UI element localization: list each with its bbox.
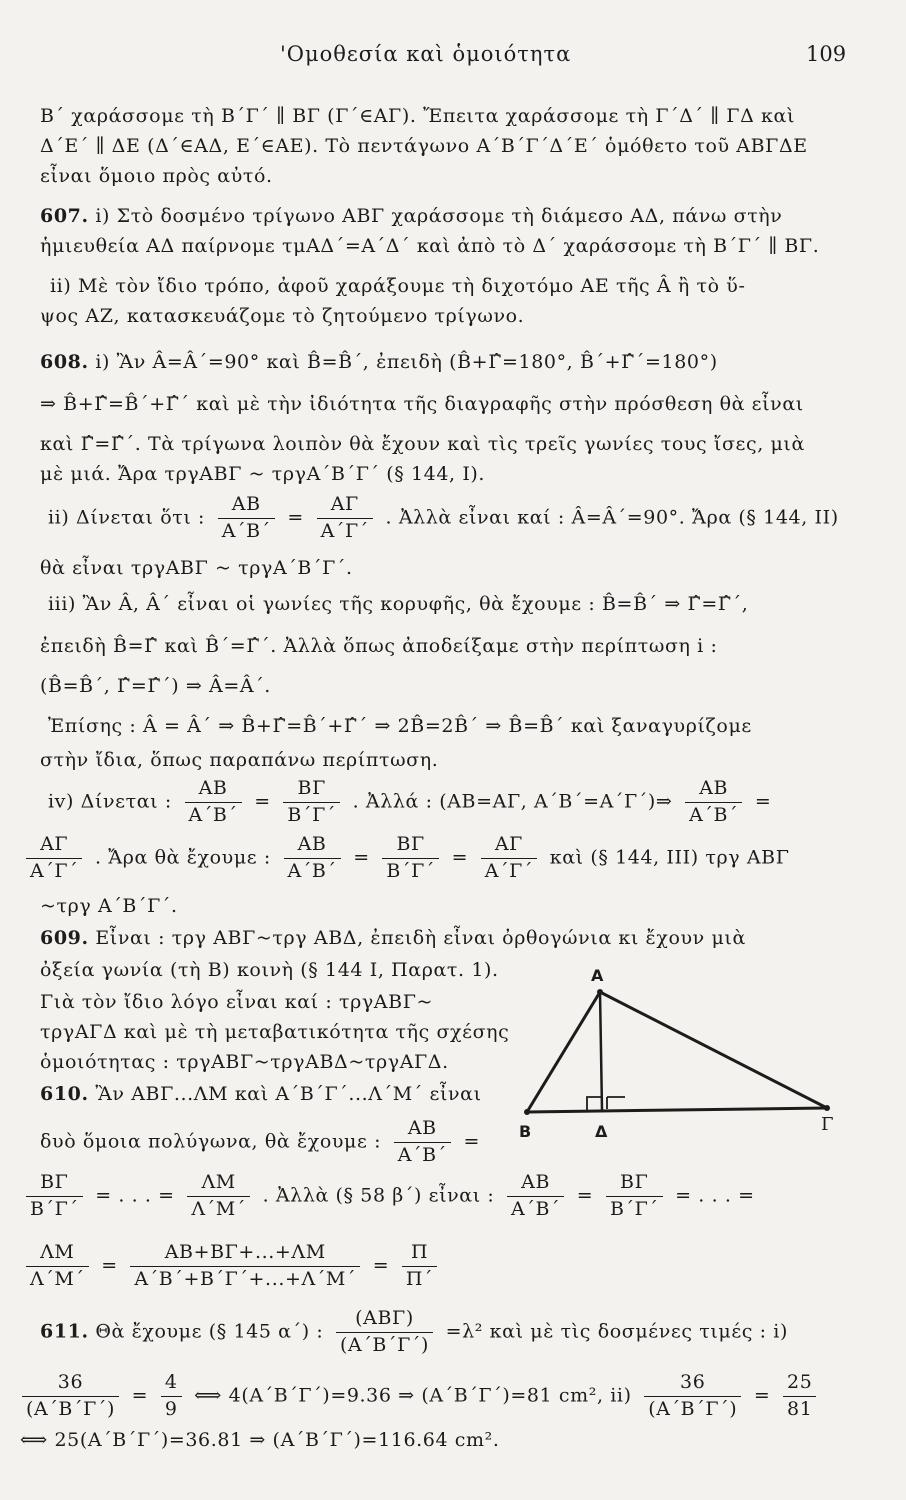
denominator: Α΄Β΄ xyxy=(287,859,337,882)
side-ab xyxy=(527,992,600,1112)
fraction xyxy=(187,1172,250,1221)
text-line: i) Στὸ δοσμένο τρίγωνο ΑΒΓ χαράσσομε τὴ διάμεσο ΑΔ, πάνω στὴν xyxy=(95,205,783,227)
text-run: δυὸ ὅμοια πολύγωνα, θὰ ἔχουμε : xyxy=(40,1130,382,1153)
numerator: ΒΓ xyxy=(382,834,439,859)
fraction xyxy=(317,494,373,543)
numerator: Π xyxy=(402,1242,437,1267)
fraction xyxy=(394,1118,451,1167)
denominator: Α΄Γ΄ xyxy=(320,519,369,542)
equals-sign: = xyxy=(254,790,271,813)
fraction xyxy=(507,1172,564,1221)
denominator: Λ΄Μ΄ xyxy=(191,1197,246,1220)
fraction xyxy=(606,1172,663,1221)
text-line: ⇒ B̂+Γ̂=B̂΄+Γ̂΄ καὶ μὲ τὴν ἰδιότητα τῆς διαγραφῆς στὴν πρόσθεση θὰ εἶναι xyxy=(40,393,804,415)
fraction xyxy=(481,834,537,883)
denominator: Α΄Β΄ xyxy=(689,803,739,826)
text-line: Ἐπίσης : Â = Â΄ ⇒ B̂+Γ̂=B̂΄+Γ̂΄ ⇒ 2B̂=2B̂΄ ⇒ B̂=B̂΄ καὶ ξαναγυρίζομε xyxy=(48,715,752,737)
numerator: ΑΒ xyxy=(394,1118,451,1143)
ellipsis-equals: = . . . = xyxy=(95,1184,175,1207)
numerator: ΑΒ xyxy=(507,1172,564,1197)
numerator: ΒΓ xyxy=(283,778,340,803)
right-triangle-diagram xyxy=(515,962,845,1152)
problem-607-line xyxy=(40,206,782,228)
denominator: (Α΄Β΄Γ΄) xyxy=(648,1397,738,1420)
problem-number: 608. xyxy=(40,351,89,373)
numerator: ΒΓ xyxy=(606,1172,663,1197)
altitude-ad xyxy=(600,992,602,1110)
fraction xyxy=(218,494,275,543)
denominator: Α΄Β΄ xyxy=(221,519,271,542)
ellipsis-equals: = . . . = xyxy=(675,1184,755,1207)
fraction xyxy=(284,834,341,883)
equation-line xyxy=(48,494,839,543)
numerator: (ΑΒΓ) xyxy=(336,1308,433,1333)
text-line: εἶναι ὅμοιο πρὸς αὐτό. xyxy=(40,165,273,187)
equals-sign: = xyxy=(372,1254,390,1277)
label-g: Γ xyxy=(821,1114,834,1135)
text-line: ὁμοιότητας : τργΑΒΓ~τργΑΒΔ~τργΑΓΔ. xyxy=(40,1051,449,1073)
denominator: (Α΄Β΄Γ΄) xyxy=(340,1333,429,1356)
text-run: . Ἄρα θὰ ἔχουμε : xyxy=(94,846,271,869)
equals-sign: = xyxy=(754,790,772,813)
equation-line xyxy=(40,1118,480,1167)
problem-611-line xyxy=(40,1308,788,1357)
equals-sign: = xyxy=(353,846,370,869)
denominator: Α΄Β΄ xyxy=(397,1143,447,1166)
text-line: Εἶναι : τργ ΑΒΓ~τργ ΑΒΔ, ἐπειδὴ εἶναι ὀρθογώνια κι ἔχουν μιὰ xyxy=(95,927,746,949)
fraction xyxy=(185,778,242,827)
denominator: Β΄Γ΄ xyxy=(287,803,336,826)
denominator: 81 xyxy=(787,1397,813,1420)
numerator: ΒΓ xyxy=(26,1172,83,1197)
denominator: Α΄Γ΄ xyxy=(484,859,534,882)
denominator: Α΄Β΄+Β΄Γ΄+...+Λ΄Μ΄ xyxy=(134,1267,357,1290)
problem-number: 609. xyxy=(40,927,89,949)
text-line: τργΑΓΔ καὶ μὲ τὴ μεταβατικότητα τῆς σχέσης xyxy=(40,1021,510,1043)
fraction xyxy=(644,1372,741,1421)
equals-sign: = xyxy=(753,1384,771,1407)
text-run: iv) Δίνεται : xyxy=(48,790,172,813)
problem-number: 610. xyxy=(40,1083,89,1105)
problem-number: 611. xyxy=(40,1320,89,1343)
problem-609-line xyxy=(40,928,746,950)
text-line: ~τργ Α΄Β΄Γ΄. xyxy=(40,895,178,917)
text-run: καὶ μὲ τὶς δοσμένες τιμές : i) xyxy=(489,1320,788,1343)
text-line: ⟺ 25(Α΄Β΄Γ΄)=36.81 ⇒ (Α΄Β΄Γ΄)=116.64 cm². xyxy=(20,1429,500,1451)
text-run: Θὰ ἔχουμε (§ 145 α΄) : xyxy=(95,1320,324,1343)
side-ag xyxy=(600,992,827,1108)
text-line: ii) Μὲ τὸν ἴδιο τρόπο, ἀφοῦ χαράξουμε τὴ διχοτόμο ΑΕ τῆς Â ἢ τὸ ὕ- xyxy=(50,275,746,297)
numerator: ΑΓ xyxy=(317,494,373,519)
fraction xyxy=(161,1372,182,1421)
numerator: ΑΓ xyxy=(26,834,82,859)
text-line: καὶ Γ̂=Γ̂΄. Τὰ τρίγωνα λοιπὸν θὰ ἔχουν καὶ τὶς τρεῖς γωνίες τους ἴσες, μιὰ xyxy=(40,433,805,455)
label-d: Δ xyxy=(595,1122,608,1141)
text-run: καὶ (§ 144, III) τργ ΑΒΓ xyxy=(549,846,790,869)
numerator: 36 xyxy=(644,1372,741,1397)
denominator: (Α΄Β΄Γ΄) xyxy=(26,1397,115,1420)
equals-sign: = xyxy=(451,846,469,869)
text-line: Γιὰ τὸν ἴδιο λόγο εἶναι καί : τργΑΒΓ~ xyxy=(40,991,433,1013)
numerator: ΑΓ xyxy=(481,834,537,859)
denominator: Π΄ xyxy=(405,1267,434,1290)
numerator: ΑΒ xyxy=(185,778,242,803)
page-number: 109 xyxy=(806,42,847,66)
problem-610-line xyxy=(40,1084,482,1106)
denominator: Β΄Γ΄ xyxy=(609,1197,659,1220)
text-line: μὲ μιά. Ἄρα τργΑΒΓ ~ τργΑ΄Β΄Γ΄ (§ 144, I). xyxy=(40,463,486,485)
text-line: Δ΄Ε΄ ∥ ΔΕ (Δ΄∈ΑΔ, Ε΄∈ΑΕ). Τὸ πεντάγωνο Α΄Β΄Γ΄Δ΄Ε΄ ὁμόθετο τοῦ ΑΒΓΔΕ xyxy=(40,135,808,157)
equals-sign: = xyxy=(131,1384,149,1407)
vertex-g xyxy=(824,1105,830,1111)
numerator: 4 xyxy=(161,1372,182,1397)
denominator: Α΄Γ΄ xyxy=(30,859,79,882)
equation-line xyxy=(16,1372,822,1421)
numerator: 25 xyxy=(783,1372,816,1397)
text-line: ἡμιευθεία ΑΔ παίρνομε τμΑΔ΄=Α΄Δ΄ καὶ ἀπὸ τὸ Δ΄ χαράσσομε τὴ Β΄Γ΄ ∥ ΒΓ. xyxy=(40,235,820,257)
fraction xyxy=(402,1242,437,1291)
page-title: 'Ομοθεσία καὶ ὁμοιότητα xyxy=(280,42,572,66)
fraction xyxy=(336,1308,433,1357)
fraction xyxy=(283,778,340,827)
right-angle-mark-left xyxy=(587,1097,601,1110)
fraction xyxy=(685,778,742,827)
text-line: ψος ΑΖ, κατασκευάζομε τὸ ζητούμενο τρίγωνο. xyxy=(40,305,525,327)
problem-number: 607. xyxy=(40,205,89,227)
equals-sign: = xyxy=(287,506,304,529)
text-run: ii) Δίνεται ὅτι : xyxy=(48,506,206,529)
text-line: στὴν ἴδια, ὅπως παραπάνω περίπτωση. xyxy=(40,749,439,771)
text-run: . Ἀλλά : (ΑΒ=ΑΓ, Α΄Β΄=Α΄Γ΄)⇒ xyxy=(352,790,673,813)
fraction xyxy=(130,1242,360,1291)
text-line: Ἂν ΑΒΓ...ΛΜ καὶ Α΄Β΄Γ΄...Λ΄Μ΄ εἶναι xyxy=(95,1083,482,1105)
fraction xyxy=(26,1172,83,1221)
text-run: =λ² xyxy=(445,1320,484,1343)
text-run: . Ἀλλὰ εἶναι καί : Â=Â΄=90°. Ἄρα (§ 144, II) xyxy=(385,506,839,529)
text-line: θὰ εἶναι τργΑΒΓ ~ τργΑ΄Β΄Γ΄. xyxy=(40,557,353,579)
fraction xyxy=(26,834,82,883)
denominator: 9 xyxy=(164,1397,178,1420)
text-line: Β΄ χαράσσομε τὴ Β΄Γ΄ ∥ ΒΓ (Γ΄∈ΑΓ). Ἔπειτα χαράσσομε τὴ Γ΄Δ΄ ∥ ΓΔ καὶ xyxy=(40,105,795,127)
text-line: i) Ἂν Â=Â΄=90° καὶ B̂=B̂΄, ἐπειδὴ (B̂+Γ̂=180°, B̂΄+Γ̂΄=180°) xyxy=(95,351,718,373)
denominator: Β΄Γ΄ xyxy=(30,1197,79,1220)
text-run: ⟺ 4(Α΄Β΄Γ΄)=9.36 ⇒ (Α΄Β΄Γ΄)=81 cm², ii) xyxy=(194,1384,632,1407)
fraction xyxy=(382,834,439,883)
vertex-a xyxy=(597,989,603,995)
equals-sign: = xyxy=(463,1130,480,1153)
denominator: Α΄Β΄ xyxy=(188,803,238,826)
fraction xyxy=(783,1372,816,1421)
numerator: ΛΜ xyxy=(26,1242,89,1267)
equation-line xyxy=(48,778,771,827)
problem-608-line xyxy=(40,352,718,374)
denominator: Β΄Γ΄ xyxy=(386,859,435,882)
text-line: ὀξεία γωνία (τὴ Β) κοινὴ (§ 144 I, Παρατ. 1). xyxy=(40,959,499,981)
side-bg xyxy=(527,1108,827,1112)
equation-line xyxy=(20,1172,755,1221)
equals-sign: = xyxy=(101,1254,118,1277)
numerator: 36 xyxy=(22,1372,119,1397)
numerator: ΛΜ xyxy=(187,1172,250,1197)
triangle-figure xyxy=(515,962,845,1152)
text-run: . Ἀλλὰ (§ 58 β΄) εἶναι : xyxy=(262,1184,495,1207)
numerator: ΑΒ xyxy=(284,834,341,859)
denominator: Α΄Β΄ xyxy=(511,1197,561,1220)
equation-line xyxy=(20,1242,443,1291)
fraction xyxy=(26,1242,89,1291)
text-line: (B̂=B̂΄, Γ̂=Γ̂΄) ⇒ Â=Â΄. xyxy=(40,675,271,697)
numerator: ΑΒ+ΒΓ+...+ΛΜ xyxy=(130,1242,360,1267)
text-line: iii) Ἂν Â, Â΄ εἶναι οἱ γωνίες τῆς κορυφῆς, θὰ ἔχουμε : B̂=B̂΄ ⇒ Γ̂=Γ̂΄, xyxy=(48,593,749,615)
numerator: ΑΒ xyxy=(218,494,275,519)
numerator: ΑΒ xyxy=(685,778,742,803)
fraction xyxy=(22,1372,119,1421)
running-header xyxy=(0,42,906,76)
vertex-b xyxy=(524,1109,530,1115)
label-a: Α xyxy=(591,966,604,985)
equation-line xyxy=(20,834,790,883)
text-line: ἐπειδὴ B̂=Γ̂ καὶ B̂΄=Γ̂΄. Ἀλλὰ ὅπως ἀποδείξαμε στὴν περίπτωση i : xyxy=(40,635,718,657)
label-b: Β xyxy=(519,1122,532,1141)
denominator: Λ΄Μ΄ xyxy=(30,1267,85,1290)
equals-sign: = xyxy=(576,1184,594,1207)
